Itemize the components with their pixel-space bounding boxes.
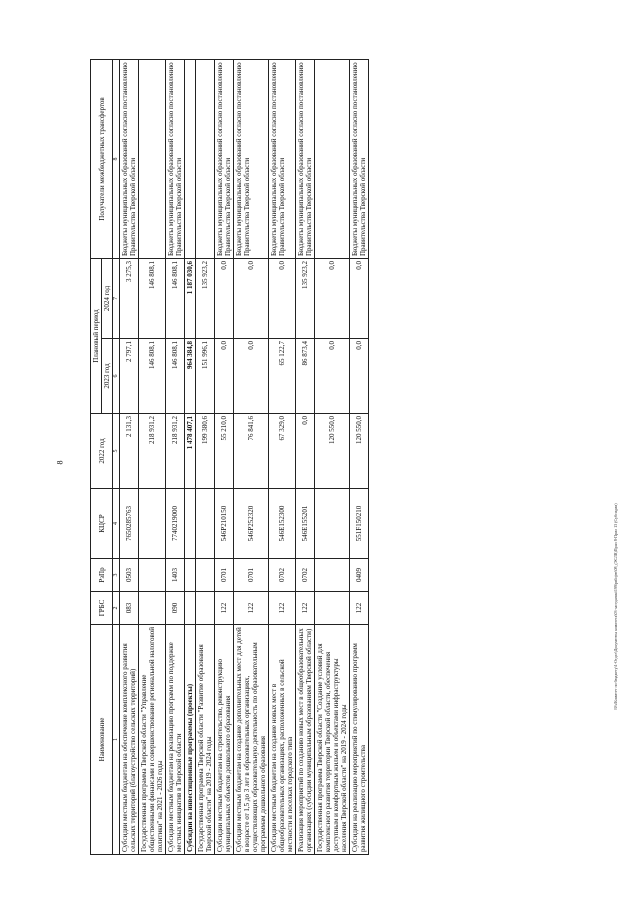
cell-y2022: 55 210,0 [215,414,234,489]
cell-y2024: 1 187 030,6 [185,259,196,339]
cell-grbs: 122 [350,592,369,625]
cell-recipients: Бюджеты муниципальных образований согласно постановлению Правительства Тверской области [215,60,234,259]
cell-y2022: 67 329,0 [269,414,296,489]
table-row [269,60,296,855]
cell-rzpr: 0503 [120,559,139,592]
cell-name: Государственная программа Тверской области "Управление общественными финансами и совершенствование региональной налоговой политики" на 2021 - 2026 годы [139,625,166,855]
cell-ktsr [196,489,215,559]
table-row [196,60,215,855]
cell-name: Субсидии местным бюджетам на строительство, реконструкцию муниципальных объектов дошкольного образования [215,625,234,855]
cell-rzpr [196,559,215,592]
cell-name: Субсидии местным бюджетам на реализацию программ по поддержке местных инициатив в Тверской области [166,625,185,855]
cell-y2023: 964 384,8 [185,339,196,414]
subsidies-table [90,59,369,855]
cell-name: Субсидии местным бюджетам на создание дополнительных мест для детей в возрасте от 1,5 до 3 лет в образовательных организациях, осуществляющих образовательную деятельность по образовательным программам дошкольного образования [234,625,269,855]
cell-y2023: 151 996,1 [196,339,215,414]
cell-y2024: 146 808,1 [139,259,166,339]
cell-name: Субсидии на реализацию мероприятий по стимулированию программ развития жилищного строительства [350,625,369,855]
cell-grbs: 122 [215,592,234,625]
cell-name: Субсидии местным бюджетам на обеспечение комплексного развития сельских территорий (благоустройство сельских территорий) [120,625,139,855]
cell-grbs [139,592,166,625]
cell-y2022: 2 131,3 [120,414,139,489]
cell-y2024: 0,0 [315,259,350,339]
cell-recipients: Бюджеты муниципальных образований согласно постановлению Правительства Тверской области [269,60,296,259]
cell-y2022: 199 380,6 [196,414,215,489]
cell-y2022: 0,0 [296,414,315,489]
cell-recipients: Бюджеты муниципальных образований согласно постановлению Правительства Тверской области [166,60,185,259]
cell-rzpr: 0701 [234,559,269,592]
cell-rzpr: 0702 [269,559,296,592]
cell-rzpr [185,559,196,592]
table-row [120,60,139,855]
cell-recipients [185,60,196,259]
column-index: 8 [113,60,120,259]
cell-y2022: 218 931,2 [139,414,166,489]
column-index: 1 [113,625,120,855]
document-table-container [90,60,608,855]
table-row [350,60,369,855]
table-body [120,60,369,855]
cell-y2024: 135 923,2 [296,259,315,339]
header-name: Наименование [91,625,113,855]
table-row [166,60,185,855]
table-row [234,60,269,855]
cell-y2023: 0,0 [215,339,234,414]
cell-recipients: Бюджеты муниципальных образований согласно постановлению Правительства Тверской области [350,60,369,259]
cell-recipients [315,60,350,259]
cell-y2023: 0,0 [350,339,369,414]
cell-ktsr: 546Е152300 [269,489,296,559]
column-index: 3 [113,559,120,592]
cell-name: Государственная программа Тверской области "Создание условий для комплексного развития территории Тверской области, обеспечения доступным и комфортным жильем и объектами инфраструктуры населения Тверской области" на 2019 - 2024 годы [315,625,350,855]
cell-y2024: 146 808,1 [166,259,185,339]
cell-y2022: 218 931,2 [166,414,185,489]
cell-recipients: Бюджеты муниципальных образований согласно постановлению Правительства Тверской области [296,60,315,259]
cell-grbs: 122 [234,592,269,625]
cell-rzpr [139,559,166,592]
cell-y2024: 0,0 [215,259,234,339]
column-index: 5 [113,414,120,489]
table-row [315,60,350,855]
header-grbs: ГРБС [91,592,113,625]
cell-rzpr: 1403 [166,559,185,592]
cell-y2024: 0,0 [269,259,296,339]
cell-y2024: 135 923,2 [196,259,215,339]
cell-rzpr: 0409 [350,559,369,592]
column-index: 2 [113,592,120,625]
cell-y2022: 120 550,0 [350,414,369,489]
cell-ktsr: 546Е155201 [296,489,315,559]
cell-y2023: 0,0 [315,339,350,414]
cell-y2023: 146 808,1 [166,339,185,414]
cell-y2022: 76 841,6 [234,414,269,489]
cell-y2022: 1 478 407,1 [185,414,196,489]
column-index: 6 [113,339,120,414]
cell-rzpr [315,559,350,592]
footer-file-path: \\Fs\Комитет по бюджету\1-Отдел\Документы комитета\03-заседания\199\prilojen\08_(ЭСЛВ)Прил 8-Прил 13 (Субсидии) [613,503,618,710]
cell-name: Субсидии на инвестиционные программы (проекты) [185,625,196,855]
cell-ktsr [139,489,166,559]
column-index: 7 [113,259,120,339]
cell-grbs: 122 [296,592,315,625]
cell-y2022: 120 550,0 [315,414,350,489]
column-index-row [113,60,120,855]
cell-grbs: 090 [166,592,185,625]
cell-ktsr [315,489,350,559]
cell-recipients [196,60,215,259]
table-row [139,60,166,855]
cell-grbs [185,592,196,625]
cell-recipients: Бюджеты муниципальных образований согласно постановлению Правительства Тверской области [234,60,269,259]
column-index: 4 [113,489,120,559]
cell-y2024: 0,0 [350,259,369,339]
page-number: 8 [55,460,65,465]
cell-ktsr: 546Р252320 [234,489,269,559]
cell-rzpr: 0701 [215,559,234,592]
header-year-2023: 2023 год [102,339,113,414]
cell-name: Государственная программа Тверской области "Развитие образования Тверской области" на 2019 - 2024 годы [196,625,215,855]
cell-name: Субсидии местным бюджетам на создание новых мест в общеобразовательных организациях, расположенных в сельской местности и поселках городского типа [269,625,296,855]
cell-ktsr: 7740219000 [166,489,185,559]
cell-recipients [139,60,166,259]
header-ktsr: КЦСР [91,489,113,559]
cell-grbs [315,592,350,625]
table-row [296,60,315,855]
cell-grbs [196,592,215,625]
cell-ktsr: 546Р210150 [215,489,234,559]
cell-y2023: 86 873,4 [296,339,315,414]
header-year-2022: 2022 год [91,414,113,489]
cell-name: Реализация мероприятий по созданию новых мест в общеобразовательных организациях (субсидии муниципальным образованиям Тверской области) [296,625,315,855]
cell-y2023: 65 122,7 [269,339,296,414]
header-planned-period: Плановый период [91,259,102,414]
cell-recipients: Бюджеты муниципальных образований согласно постановлению Правительства Тверской области [120,60,139,259]
cell-grbs: 083 [120,592,139,625]
cell-y2024: 0,0 [234,259,269,339]
table-row [185,60,196,855]
header-recipients: Получатели межбюджетных трансфертов [91,60,113,259]
cell-ktsr [185,489,196,559]
cell-grbs: 122 [269,592,296,625]
cell-y2023: 0,0 [234,339,269,414]
table-row [215,60,234,855]
cell-y2023: 2 797,1 [120,339,139,414]
cell-rzpr: 0702 [296,559,315,592]
cell-y2023: 146 808,1 [139,339,166,414]
cell-y2024: 3 275,3 [120,259,139,339]
cell-ktsr: 551F150210 [350,489,369,559]
header-year-2024: 2024 год [102,259,113,339]
cell-ktsr: 7650285763 [120,489,139,559]
header-rzpr: РзПр [91,559,113,592]
